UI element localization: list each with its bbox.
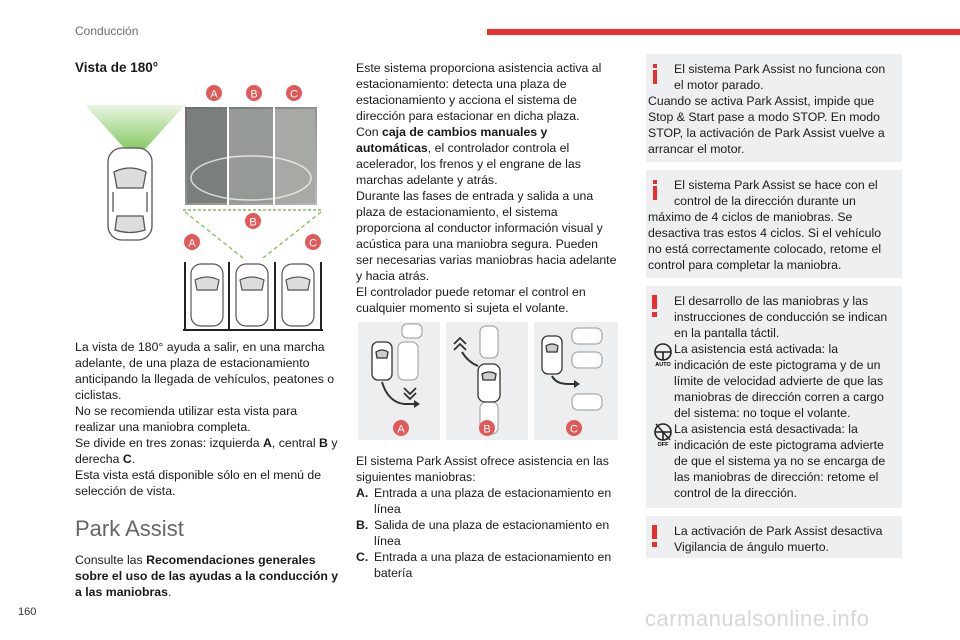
park-assist-maneuvers-figure (358, 322, 618, 440)
warning-icon (652, 525, 657, 547)
svg-text:A: A (188, 237, 196, 250)
svg-text:B: B (250, 88, 258, 101)
panel-b-main-car (478, 364, 500, 402)
info-box-cycles: El sistema Park Assist se hace con el control de la dirección durante un máximo de 4 ciclos de maniobras. Se desactiva tras estos 4 ciclos. Si el vehículo no está correctamente colocado, retome el control para completar la maniobra. (646, 170, 902, 278)
svg-text:C: C (290, 88, 298, 101)
list-item: B. Salida de una plaza de estacionamiento en línea (356, 518, 610, 548)
badge-c-bottom (305, 234, 321, 250)
info-icon (653, 64, 657, 84)
car-top-icon (108, 148, 152, 240)
camera-view-image (185, 107, 317, 205)
paragraph: No se recomienda utilizar esta vista para realizar una maniobra completa. (75, 404, 298, 434)
warning-icon (652, 295, 657, 317)
steering-auto-icon (650, 341, 676, 367)
badge-b-bottom (245, 213, 261, 229)
svg-text:B: B (483, 423, 491, 436)
section-title-park-assist: Park Assist (75, 516, 184, 541)
badge-a-bottom (184, 234, 200, 250)
col1-reference (75, 552, 340, 600)
header-accent-bar (487, 29, 960, 35)
paragraph: Este sistema proporciona asistencia activa al estacionamiento: detecta una plaza de estacionamiento y acciona el sistema de dirección para estacionar en dicha plaza. (356, 61, 602, 123)
paragraph: Esta vista está disponible sólo en el menú de selección de vista. (75, 468, 322, 498)
svg-text:C: C (309, 237, 317, 250)
paragraph: La vista de 180° ayuda a salir, en una marcha adelante, de una plaza de estacionamiento anticipando la llegada de vehículos, peatones o ciclistas. (75, 340, 335, 402)
running-header: Conducción (75, 24, 139, 38)
parked-cars (191, 264, 314, 326)
badge-c (566, 420, 582, 436)
steering-off-icon (650, 421, 676, 447)
badge-b (479, 420, 495, 436)
badge-c-top (286, 85, 302, 101)
svg-text:AUTO: AUTO (655, 362, 671, 367)
svg-text:A: A (397, 423, 405, 436)
col2-list-section (356, 453, 618, 581)
paragraph: Con caja de cambios manuales y automáticas, el controlador controla el acelerador, los frenos y el engrane de las marchas adelante y atrás. (356, 125, 581, 187)
paragraph: El sistema Park Assist ofrece asistencia en las siguientes maniobras: (356, 454, 609, 484)
col1-text (75, 339, 340, 499)
heading-vista-180: Vista de 180° (75, 60, 159, 75)
svg-text:A: A (210, 88, 218, 101)
vista-180-figure (75, 80, 335, 332)
svg-text:OFF: OFF (657, 442, 669, 447)
paragraph: Se divide en tres zonas: izquierda A, central B y derecha C. (75, 436, 338, 466)
info-icon (653, 180, 657, 200)
badge-b-top (246, 85, 262, 101)
info-box-motor: El sistema Park Assist no funciona con el motor parado. Cuando se activa Park Assist, impide que Stop & Start pase a modo STOP. En modo STOP, la activación de Park Assist vuelve a arrancar el motor. (646, 54, 902, 162)
warning-box-display: El desarrollo de las maniobras y las instrucciones de conducción se indican en la pantalla táctil. AUTO La asistencia está activada: la indicación de este pictograma y de un límite de velocidad advierte de que las maniobras de dirección corren a cargo del sistema: no toque el volante. OFF La asistencia está desactivada: la indicación de este pictograma advierte de que el sistema ya no se encarga de las maniobras de dirección: retome el control de la dirección. (646, 286, 902, 508)
paragraph: El controlador puede retomar el control en cualquier momento si sujeta el volante. (356, 285, 586, 315)
watermark: carmanualsonline.info (645, 606, 870, 631)
list-item: C. Entrada a una plaza de estacionamiento en batería (356, 550, 612, 580)
panel-a-cars (398, 342, 418, 380)
list-item: A. Entrada a una plaza de estacionamiento en línea (356, 486, 612, 516)
col2-text (356, 60, 618, 316)
page-number: 160 (18, 606, 37, 618)
badge-a (393, 420, 409, 436)
badge-a-top (206, 85, 222, 101)
svg-text:C: C (570, 423, 578, 436)
paragraph: Consulte las Recomendaciones generales sobre el uso de las ayudas a la conducción y a las maniobras. (75, 553, 339, 599)
svg-text:B: B (249, 216, 257, 229)
paragraph: Durante las fases de entrada y salida a una plaza de estacionamiento, el sistema proporciona al conductor información visual y acústica para una maniobra segura. Pueden ser necesarias varias maniobras hacia adelante y hacia atrás. (356, 189, 617, 283)
warning-box-blind-spot: La activación de Park Assist desactiva Vigilancia de ángulo muerto. (646, 516, 902, 558)
panel-c-main-car (542, 336, 562, 374)
panel-a-main-car (372, 342, 392, 380)
